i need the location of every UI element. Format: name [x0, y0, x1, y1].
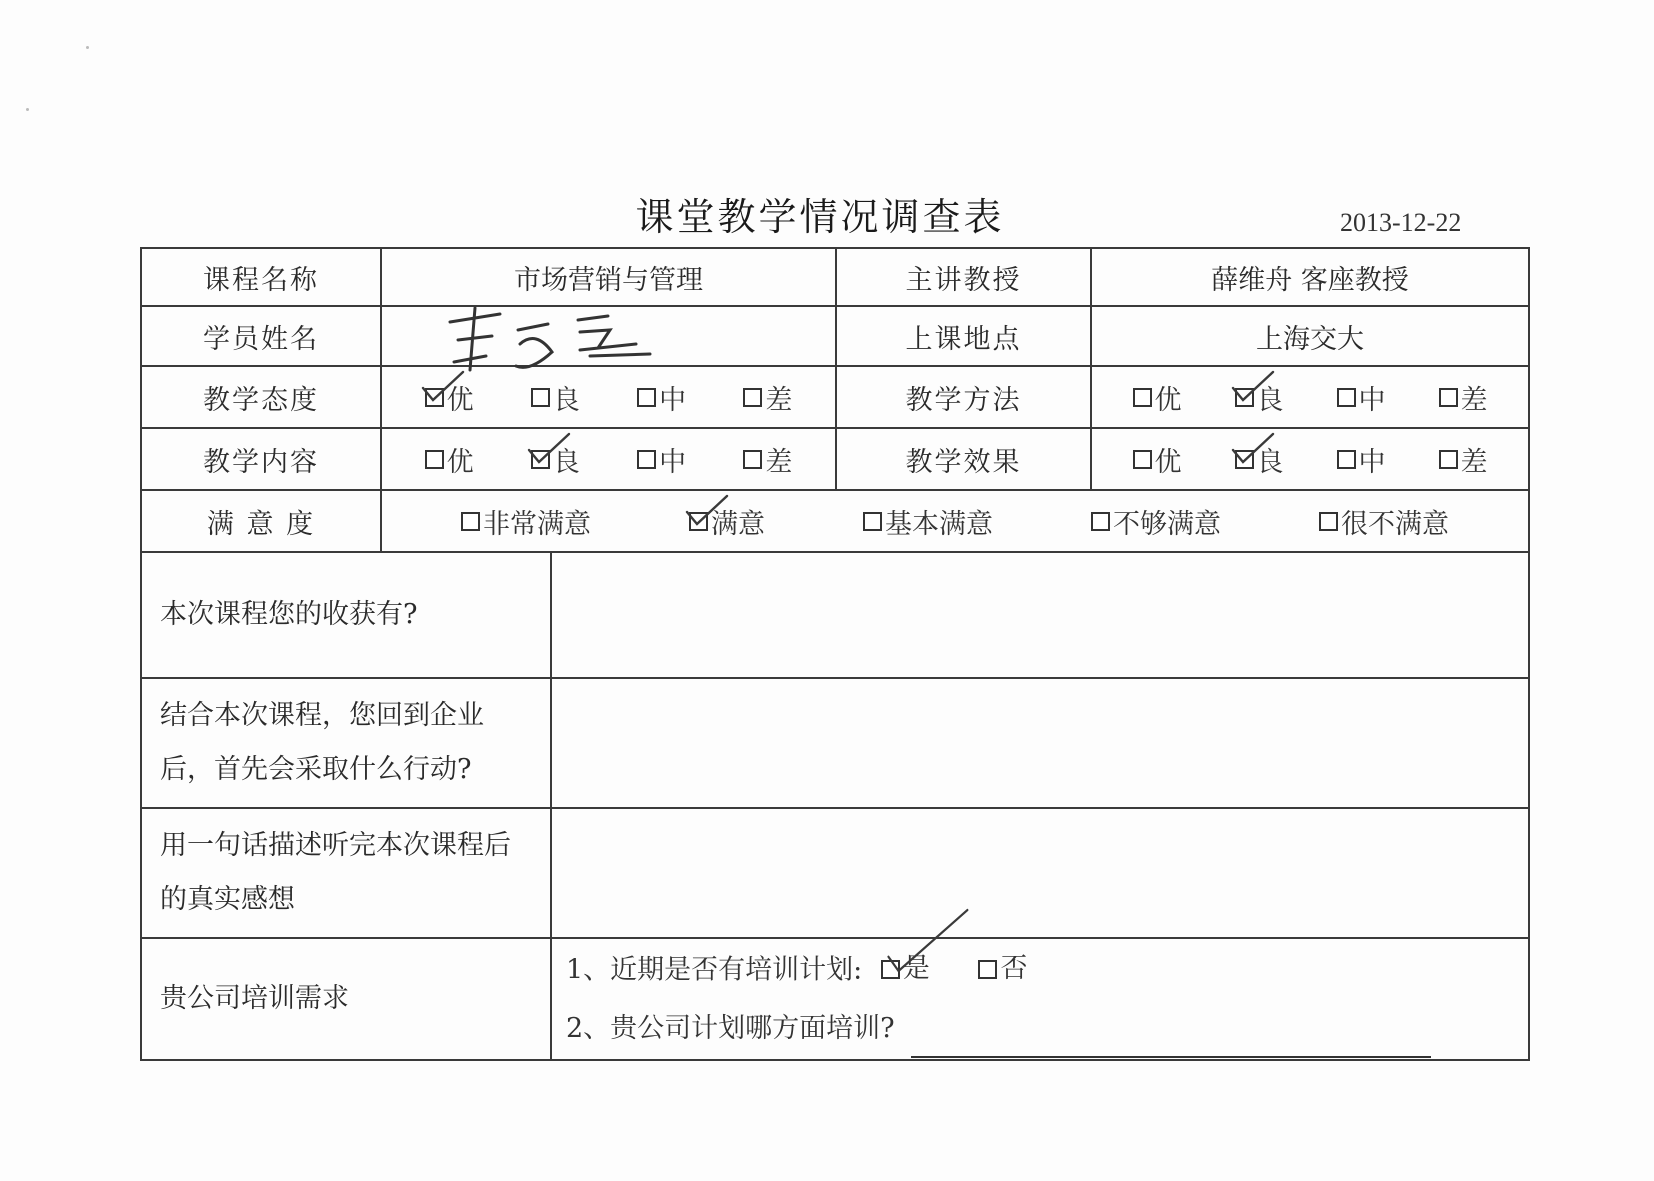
method-option[interactable]	[1235, 378, 1284, 417]
satisfaction-checkbox[interactable]	[863, 512, 882, 531]
effect-option-label: 优	[1154, 446, 1182, 478]
attitude-method-row	[141, 366, 1529, 428]
effect-option[interactable]	[1133, 440, 1182, 479]
method-option-label: 优	[1154, 384, 1182, 416]
attitude-checkbox[interactable]	[743, 388, 762, 407]
method-checkbox[interactable]	[1337, 388, 1356, 407]
area-question: 2、贵公司计划哪方面培训?	[566, 1012, 895, 1044]
lecturer-label: 主讲教授	[836, 248, 1091, 306]
content-effect-row	[141, 428, 1529, 490]
attitude-checkbox[interactable]	[425, 388, 444, 407]
content-label: 教学内容	[141, 428, 381, 490]
course-name-value[interactable]: 市场营销与管理	[381, 248, 836, 306]
satisfaction-option[interactable]	[1319, 502, 1449, 541]
form-title: 课堂教学情况调查表	[635, 195, 1005, 239]
satisfaction-option-label: 不够满意	[1113, 508, 1221, 540]
lecturer-value[interactable]: 薛维舟 客座教授	[1091, 248, 1529, 306]
plan-no-checkbox[interactable]	[978, 960, 997, 979]
method-option[interactable]	[1133, 378, 1182, 417]
satisfaction-option[interactable]	[689, 502, 765, 541]
effect-option[interactable]	[1439, 440, 1488, 479]
method-option-label: 良	[1256, 384, 1284, 416]
method-checkbox[interactable]	[1133, 388, 1152, 407]
content-option-label: 差	[765, 446, 793, 478]
method-option-label: 中	[1358, 384, 1386, 416]
feeling-answer-field[interactable]	[551, 808, 1529, 938]
satisfaction-option-label: 基本满意	[885, 508, 993, 540]
method-option[interactable]	[1337, 378, 1386, 417]
effect-option-label: 中	[1358, 446, 1386, 478]
scan-speck	[86, 46, 89, 49]
satisfaction-checkbox[interactable]	[1091, 512, 1110, 531]
method-option-label: 差	[1460, 384, 1488, 416]
satisfaction-option[interactable]	[863, 502, 993, 541]
course-row	[141, 248, 1529, 306]
effect-checkbox[interactable]	[1235, 450, 1254, 469]
student-row	[141, 306, 1529, 366]
training-label: 贵公司培训需求	[141, 938, 551, 1060]
satisfaction-option[interactable]	[461, 502, 591, 541]
satisfaction-checkbox[interactable]	[689, 512, 708, 531]
feeling-row	[141, 808, 1529, 938]
plan-yes-label: 是	[902, 953, 930, 985]
attitude-option[interactable]	[425, 378, 474, 417]
gain-question: 本次课程您的收获有?	[141, 552, 551, 678]
content-option[interactable]	[637, 440, 686, 479]
satisfaction-options	[381, 490, 1529, 552]
content-checkbox[interactable]	[743, 450, 762, 469]
method-option[interactable]	[1439, 378, 1488, 417]
form-date: 2013-12-22	[1340, 208, 1462, 237]
training-row	[141, 938, 1529, 1060]
attitude-option-label: 良	[552, 384, 580, 416]
content-checkbox[interactable]	[531, 450, 550, 469]
plan-no-label: 否	[1000, 953, 1028, 985]
attitude-option[interactable]	[637, 378, 686, 417]
gain-row	[141, 552, 1529, 678]
content-option[interactable]	[531, 440, 580, 479]
training-needs	[551, 938, 1529, 1060]
effect-options	[1091, 428, 1529, 490]
action-question: 结合本次课程，您回到企业后，首先会采取什么行动?	[141, 678, 551, 808]
satisfaction-option-label: 非常满意	[483, 508, 591, 540]
attitude-option-label: 中	[659, 384, 687, 416]
plan-question: 1、近期是否有培训计划:	[566, 954, 863, 986]
content-option[interactable]	[743, 440, 792, 479]
effect-option-label: 差	[1460, 446, 1488, 478]
scan-speck	[26, 108, 29, 111]
effect-option[interactable]	[1337, 440, 1386, 479]
method-options	[1091, 366, 1529, 428]
content-option-label: 优	[446, 446, 474, 478]
survey-table	[140, 247, 1530, 1061]
content-option-label: 中	[659, 446, 687, 478]
method-label: 教学方法	[836, 366, 1091, 428]
attitude-option-label: 优	[446, 384, 474, 416]
effect-option-label: 良	[1256, 446, 1284, 478]
action-row	[141, 678, 1529, 808]
satisfaction-checkbox[interactable]	[461, 512, 480, 531]
handwritten-signature	[440, 300, 670, 380]
gain-answer-field[interactable]	[551, 552, 1529, 678]
action-answer-field[interactable]	[551, 678, 1529, 808]
satisfaction-option[interactable]	[1091, 502, 1221, 541]
content-options	[381, 428, 836, 490]
effect-checkbox[interactable]	[1439, 450, 1458, 469]
attitude-option-label: 差	[765, 384, 793, 416]
method-checkbox[interactable]	[1235, 388, 1254, 407]
content-checkbox[interactable]	[425, 450, 444, 469]
location-label: 上课地点	[836, 306, 1091, 366]
location-value[interactable]: 上海交大	[1091, 306, 1529, 366]
content-option-label: 良	[552, 446, 580, 478]
feeling-question: 用一句话描述听完本次课程后的真实感想	[141, 808, 551, 938]
effect-checkbox[interactable]	[1133, 450, 1152, 469]
content-option[interactable]	[425, 440, 474, 479]
satisfaction-label: 满 意 度	[141, 490, 381, 552]
attitude-checkbox[interactable]	[531, 388, 550, 407]
effect-checkbox[interactable]	[1337, 450, 1356, 469]
satisfaction-row	[141, 490, 1529, 552]
satisfaction-option-label: 满意	[711, 508, 765, 540]
student-name-label: 学员姓名	[141, 306, 381, 366]
area-answer-field[interactable]	[911, 1030, 1431, 1058]
plan-line	[552, 940, 1528, 1000]
area-line	[552, 1000, 1528, 1058]
plan-yes-checkbox[interactable]	[881, 960, 900, 979]
attitude-option[interactable]	[531, 378, 580, 417]
method-checkbox[interactable]	[1439, 388, 1458, 407]
plan-yes-option[interactable]	[881, 940, 930, 998]
content-checkbox[interactable]	[637, 450, 656, 469]
satisfaction-checkbox[interactable]	[1319, 512, 1338, 531]
satisfaction-option-label: 很不满意	[1341, 508, 1449, 540]
attitude-checkbox[interactable]	[637, 388, 656, 407]
course-name-label: 课程名称	[141, 248, 381, 306]
effect-label: 教学效果	[836, 428, 1091, 490]
effect-option[interactable]	[1235, 440, 1284, 479]
plan-no-option[interactable]	[978, 940, 1027, 998]
attitude-label: 教学态度	[141, 366, 381, 428]
attitude-option[interactable]	[743, 378, 792, 417]
